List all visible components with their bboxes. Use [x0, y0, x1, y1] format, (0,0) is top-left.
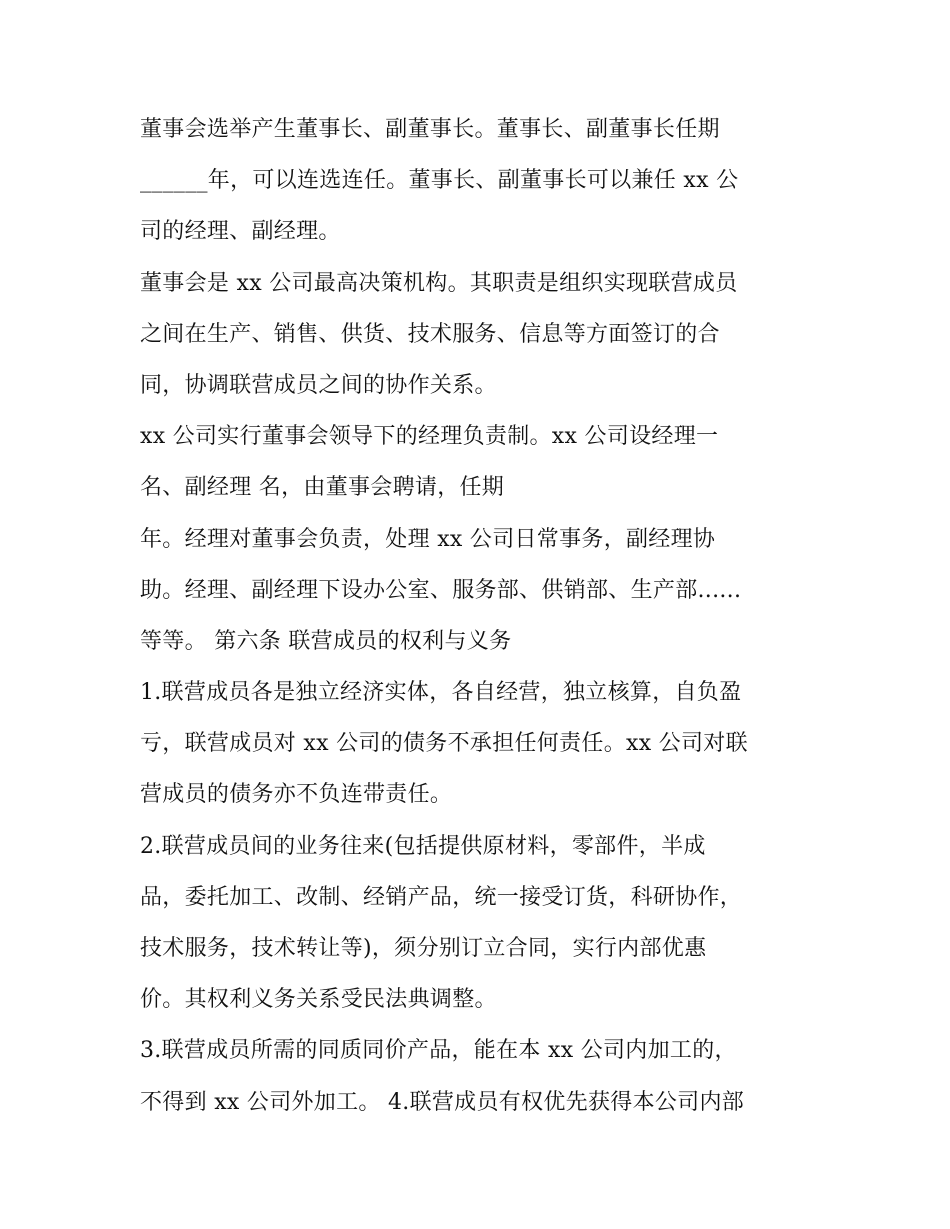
- text-line: 司的经理、副经理。: [140, 219, 341, 245]
- text-line: 董事会是 xx 公司最高决策机构。其职责是组织实现联营成员: [140, 270, 738, 296]
- text-line: 董事会选举产生董事长、副董事长。董事长、副董事长任期: [140, 117, 720, 142]
- text-line: 3.联营成员所需的同质同价产品，能在本 xx 公司内加工的，: [140, 1038, 737, 1064]
- text-line: 亏，联营成员对 xx 公司的债务不承担任何责任。xx 公司对联: [140, 731, 748, 757]
- text-line: xx 公司实行董事会领导下的经理负责制。xx 公司设经理一: [140, 424, 719, 450]
- text-line: 之间在生产、销售、供货、技术服务、信息等方面签订的合: [140, 321, 720, 347]
- text-line: 同，协调联营成员之间的协作关系。: [140, 372, 497, 398]
- text-line: 2.联营成员间的业务往来(包括提供原材料，零部件，半成: [140, 833, 706, 859]
- text-line: 品，委托加工、改制、经销产品，统一接受订货，科研协作，: [140, 884, 743, 910]
- document-body: [140, 108, 810, 1132]
- text-line: 等等。 第六条 联营成员的权利与义务: [140, 628, 512, 654]
- text-line: 价。其权利义务关系受民法典调整。: [140, 987, 497, 1013]
- text-line: 1.联营成员各是独立经济实体，各自经营，独立核算，自负盈: [140, 680, 742, 706]
- text-line: 名、副经理 名，由董事会聘请，任期: [140, 475, 505, 501]
- text-line: 营成员的债务亦不负连带责任。: [140, 782, 453, 808]
- text-line: ______年，可以连选连任。董事长、副董事长可以兼任 xx 公: [140, 168, 739, 194]
- text-line: 不得到 xx 公司外加工。 4.联营成员有权优先获得本公司内部: [140, 1089, 745, 1115]
- text-line: 技术服务，技术转让等)，须分别订立合同，实行内部优惠: [140, 936, 707, 961]
- text-line: 助。经理、副经理下设办公室、服务部、供销部、生产部......: [140, 577, 742, 603]
- text-line: 年。经理对董事会负责，处理 xx 公司日常事务，副经理协: [140, 526, 716, 552]
